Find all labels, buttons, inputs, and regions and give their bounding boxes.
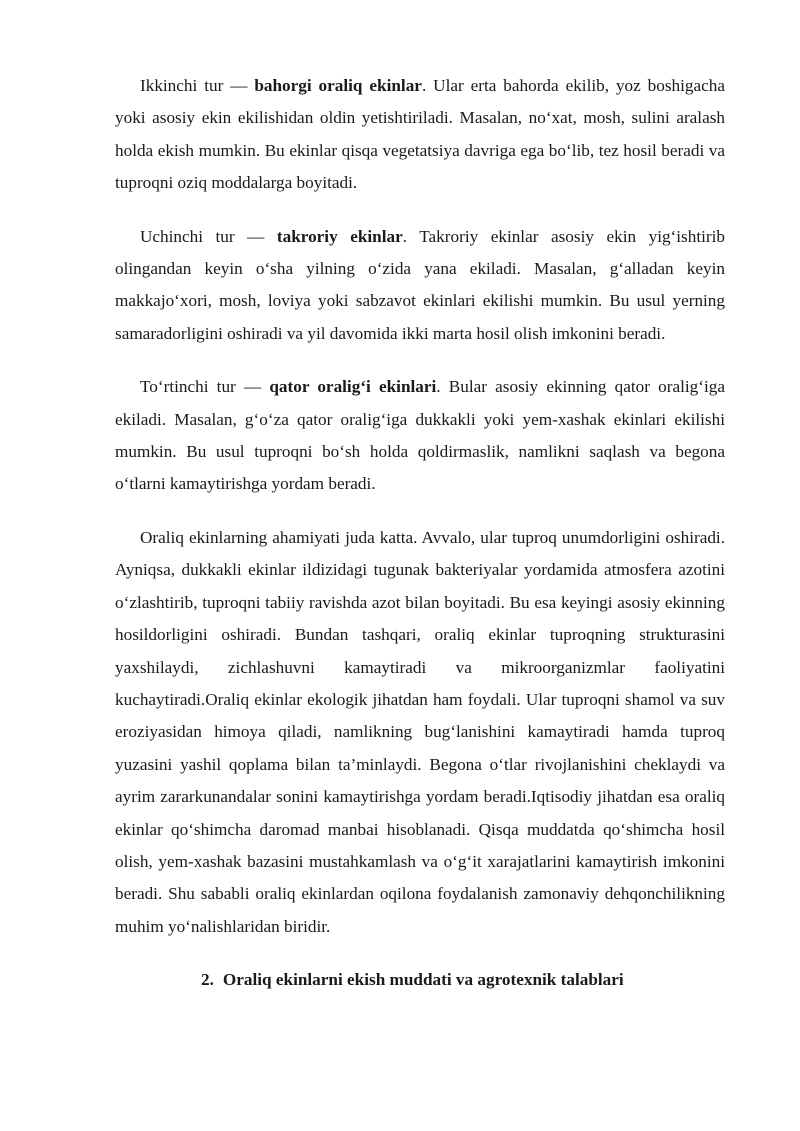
paragraph-lead: Ikkinchi tur — [140, 76, 255, 95]
paragraph-body: . Ular erta bahorda ekilib, yoz boshigacha yoki asosiy ekin ekilishidan oldin yetishtiriladi. Masalan, no‘xat, mosh, sulini aralash holda ekish mumkin. Bu ekinlar qisqa vegetatsiya davriga ega bo‘lib, tez hosil beradi va tuproqni oziq moddalarga boyitadi. [115, 76, 725, 193]
paragraph-lead: To‘rtinchi tur — [140, 377, 270, 397]
paragraph-lead: Uchinchi tur — [140, 226, 277, 246]
section-number: 2. [201, 970, 214, 990]
term-bold: qator oralig‘i ekinlari [269, 377, 437, 397]
section-title: Oraliq ekinlarni ekish muddati va agrotexnik talablari [222, 970, 624, 990]
paragraph-inter-row-crops [115, 371, 725, 501]
paragraph-body: . Bular asosiy ekinning qator oralig‘iga ekiladi. Masalan, g‘o‘za qator oralig‘iga dukkakli yoki yem-xashak ekinlari ekilishi mumkin. Bu usul tuproqni bo‘sh holda qoldirmaslik, namlikni saqlash va begona o‘tlarni kamaytirishga yordam beradi. [115, 377, 725, 494]
paragraph-repeat-crops [115, 221, 725, 351]
paragraph-spring-catch-crops [115, 70, 725, 200]
section-heading [115, 964, 725, 996]
paragraph-body: . Takroriy ekinlar asosiy ekin yig‘ishtirib olingandan keyin o‘sha yilning o‘zida yana ekiladi. Masalan, g‘alladan keyin makkajo‘xori, mosh, loviya yoki sabzavot ekinlari ekilishi mumkin. Bu usul yerning samaradorligini oshiradi va yil davomida ikki marta hosil olish imkonini beradi. [115, 226, 725, 343]
paragraph-importance: Oraliq ekinlarning ahamiyati juda katta. Avvalo, ular tuproq unumdorligini oshiradi. Ayniqsa, dukkakli ekinlar ildizidagi tugunak bakteriyalar yordamida atmosfera azotini o‘zlashtirib, tuproqni tabiiy ravishda azot bilan boyitadi. Bu esa keyingi asosiy ekinning hosildorligini oshiradi. Bundan tashqari, oraliq ekinlar tuproqning strukturasini yaxshilaydi, zichlashuvni kamaytiradi va mikroorganizmlar faoliyatini kuchaytiradi.Oraliq ekinlar ekologik jihatdan ham foydali. Ular tuproqni shamol va suv eroziyasidan himoya qiladi, namlikning bug‘lanishini kamaytiradi hamda tuproq yuzasini yashil qoplama bilan ta’minlaydi. Begona o‘tlar rivojlanishini cheklaydi va ayrim zararkunandalar sonini kamaytirishga yordam beradi.Iqtisodiy jihatdan esa oraliq ekinlar qo‘shimcha daromad manbai hisoblanadi. Qisqa muddatda qo‘shimcha hosil olish, yem-xashak bazasini mustahkamlash va o‘g‘it xarajatlarini kamaytirish imkonini beradi. Shu sababli oraliq ekinlardan oqilona foydalanish zamonaviy dehqonchilikning muhim yo‘nalishlaridan biridir. [115, 527, 725, 936]
term-bold: takroriy ekinlar [276, 226, 403, 246]
term-bold: bahorgi oraliq ekinlar [254, 76, 422, 95]
document-page [115, 70, 725, 996]
